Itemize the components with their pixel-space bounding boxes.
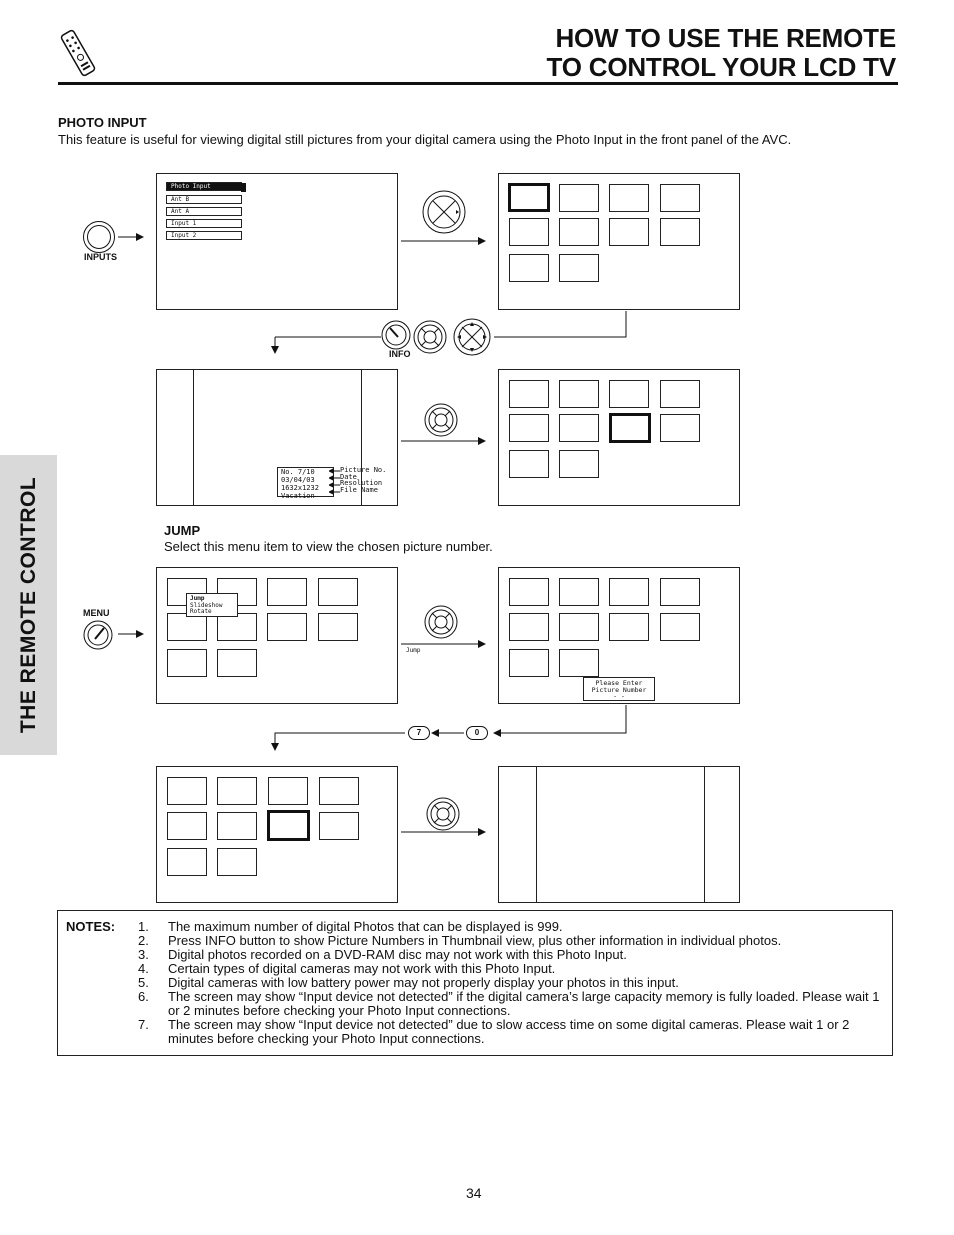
jump-arrow-caption: Jump bbox=[406, 647, 421, 654]
note-number: 7. bbox=[138, 1017, 149, 1032]
note-number: 5. bbox=[138, 975, 149, 990]
info-file-name: Vacation bbox=[281, 492, 315, 500]
note-number: 6. bbox=[138, 989, 149, 1004]
page-number: 34 bbox=[466, 1185, 482, 1201]
picture-number-prompt bbox=[583, 677, 655, 701]
photo-left-border bbox=[193, 370, 194, 505]
thumbnail[interactable] bbox=[217, 613, 257, 641]
digit-0-label: 0 bbox=[474, 728, 480, 737]
thumbnail[interactable] bbox=[217, 848, 257, 876]
notes-label: NOTES: bbox=[66, 919, 116, 934]
select-button-2[interactable] bbox=[424, 403, 458, 437]
info-resolution: 1632x1232 bbox=[281, 484, 319, 492]
side-tab-label: THE REMOTE CONTROL bbox=[16, 476, 40, 734]
tv-screen-input-menu bbox=[156, 173, 398, 310]
thumbnail[interactable] bbox=[167, 812, 207, 840]
thumbnail[interactable] bbox=[559, 218, 599, 246]
menu-item-ant-b[interactable]: Ant B bbox=[166, 195, 242, 204]
menu-item-input-1[interactable]: Input 1 bbox=[166, 219, 242, 228]
thumbnail[interactable] bbox=[609, 578, 649, 606]
thumbnail[interactable] bbox=[559, 450, 599, 478]
thumbnail[interactable] bbox=[509, 450, 549, 478]
note-text: The maximum number of digital Photos that can be displayed is 999. bbox=[168, 919, 563, 934]
info-button[interactable] bbox=[381, 320, 411, 350]
thumbnail[interactable] bbox=[660, 218, 700, 246]
tv-screen-thumbnails-numbered bbox=[498, 369, 740, 506]
digit-7-button[interactable] bbox=[408, 726, 430, 740]
thumbnail[interactable] bbox=[217, 777, 257, 805]
prompt-line-2: Picture Number bbox=[591, 685, 647, 694]
thumbnail[interactable] bbox=[167, 777, 207, 805]
label-date: Date bbox=[340, 472, 357, 481]
note-text: Digital photos recorded on a DVD-RAM disc may not work with this Photo Input. bbox=[168, 947, 627, 962]
digit-0-button[interactable] bbox=[466, 726, 488, 740]
tv-screen-jumped-selection bbox=[156, 766, 398, 903]
menu-button[interactable] bbox=[83, 620, 113, 650]
thumbnail[interactable] bbox=[660, 184, 700, 212]
note-text: Certain types of digital cameras may not work with this Photo Input. bbox=[168, 961, 556, 976]
info-box bbox=[277, 467, 334, 500]
note-text: The screen may show “Input device not detected” due to slow access time on some digital cameras. Please wait 1 or 2 minutes before checking your Photo Input connections. bbox=[168, 1017, 850, 1046]
thumbnail[interactable] bbox=[660, 613, 700, 641]
label-resolution: Resolution bbox=[340, 479, 383, 487]
thumbnail[interactable] bbox=[559, 613, 599, 641]
jump-description: Select this menu item to view the chosen picture number. bbox=[164, 539, 493, 554]
thumbnail[interactable] bbox=[509, 218, 549, 246]
thumbnail[interactable] bbox=[217, 812, 257, 840]
thumbnail[interactable] bbox=[319, 812, 359, 840]
menu-label: MENU bbox=[83, 608, 110, 618]
jump-menu-item-rotate[interactable]: Rotate bbox=[190, 608, 212, 615]
info-picture-no: No. 7/10 bbox=[281, 468, 315, 476]
note-number: 4. bbox=[138, 961, 149, 976]
thumbnail[interactable] bbox=[167, 649, 207, 677]
note-number: 1. bbox=[138, 919, 149, 934]
prompt-input[interactable]: - - bbox=[613, 693, 625, 698]
menu-item-ant-a[interactable]: Ant A bbox=[166, 207, 242, 216]
title-line-1: HOW TO USE THE REMOTE bbox=[555, 23, 896, 53]
thumbnail[interactable] bbox=[509, 578, 549, 606]
thumbnail[interactable] bbox=[559, 380, 599, 408]
note-number: 2. bbox=[138, 933, 149, 948]
note-number: 3. bbox=[138, 947, 149, 962]
cursor-pad-four-way[interactable] bbox=[453, 318, 491, 356]
thumbnail[interactable] bbox=[267, 578, 307, 606]
thumbnail[interactable] bbox=[660, 380, 700, 408]
thumbnail[interactable] bbox=[609, 218, 649, 246]
select-button-3[interactable] bbox=[424, 605, 458, 639]
photo-input-description: This feature is useful for viewing digital still pictures from your digital camera using the Photo Input in the front panel of the AVC. bbox=[58, 132, 792, 147]
menu-item-input-2[interactable]: Input 2 bbox=[166, 231, 242, 240]
thumbnail[interactable] bbox=[559, 578, 599, 606]
thumbnail[interactable] bbox=[609, 613, 649, 641]
thumbnail[interactable] bbox=[509, 380, 549, 408]
thumbnail[interactable] bbox=[318, 578, 358, 606]
jump-popup-menu bbox=[186, 593, 238, 617]
thumbnail[interactable] bbox=[318, 613, 358, 641]
thumbnail[interactable] bbox=[559, 649, 599, 677]
select-button-4[interactable] bbox=[426, 797, 460, 831]
thumbnail[interactable] bbox=[268, 777, 308, 805]
thumbnail[interactable] bbox=[319, 777, 359, 805]
thumbnail[interactable] bbox=[167, 848, 207, 876]
thumbnail[interactable] bbox=[660, 414, 700, 442]
select-button[interactable] bbox=[413, 320, 447, 354]
photo-input-heading: PHOTO INPUT bbox=[58, 115, 147, 130]
thumbnail[interactable] bbox=[509, 613, 549, 641]
thumbnail[interactable] bbox=[509, 254, 549, 282]
thumbnail-selected[interactable] bbox=[267, 810, 310, 841]
menu-item-photo-input[interactable]: Photo Input bbox=[166, 182, 242, 191]
thumbnail[interactable] bbox=[609, 380, 649, 408]
tv-screen-thumbnails bbox=[498, 173, 740, 310]
jump-menu-item-slideshow[interactable]: Slideshow bbox=[190, 601, 223, 609]
cursor-pad-right[interactable] bbox=[422, 190, 466, 234]
label-picture-no: Picture No. bbox=[340, 466, 387, 474]
thumbnail[interactable] bbox=[660, 578, 700, 606]
submenu-arrow-icon bbox=[241, 183, 246, 192]
tv-screen-enter-number bbox=[498, 567, 740, 704]
info-label: INFO bbox=[389, 349, 411, 359]
photo-right-border bbox=[704, 767, 705, 902]
label-file-name: File Name bbox=[340, 485, 378, 494]
thumbnail[interactable] bbox=[167, 613, 207, 641]
thumbnail[interactable] bbox=[609, 184, 649, 212]
thumbnail-selected[interactable] bbox=[609, 413, 651, 443]
thumbnail[interactable] bbox=[559, 184, 599, 212]
thumbnail[interactable] bbox=[217, 649, 257, 677]
inputs-label: INPUTS bbox=[84, 252, 118, 262]
photo-left-border bbox=[536, 767, 537, 902]
thumbnail[interactable] bbox=[267, 613, 307, 641]
thumbnail[interactable] bbox=[509, 414, 549, 442]
jump-heading: JUMP bbox=[164, 523, 201, 538]
jump-menu-item-jump[interactable]: Jump bbox=[190, 595, 205, 602]
inputs-button[interactable] bbox=[83, 221, 115, 253]
info-labels bbox=[340, 467, 398, 493]
note-text: Digital cameras with low battery power may not properly display your photos in this input. bbox=[168, 975, 679, 990]
note-text: Press INFO button to show Picture Numbers in Thumbnail view, plus other information in individual photos. bbox=[168, 933, 782, 948]
note-text: The screen may show “Input device not detected” if the digital camera’s large capacity memory is fully loaded. Please wait 1 or 2 minutes before checking your Photo Input connections. bbox=[168, 989, 880, 1018]
tv-screen-full-photo bbox=[498, 766, 740, 903]
info-date: 03/04/03 bbox=[281, 476, 315, 484]
thumbnail[interactable] bbox=[559, 254, 599, 282]
digit-7-label: 7 bbox=[416, 728, 422, 737]
thumbnail[interactable] bbox=[509, 649, 549, 677]
tv-screen-photo-info bbox=[156, 369, 398, 506]
thumbnail-selected[interactable] bbox=[508, 183, 550, 212]
title-line-2: TO CONTROL YOUR LCD TV bbox=[546, 52, 896, 82]
prompt-line-1: Please Enter bbox=[595, 679, 643, 687]
thumbnail[interactable] bbox=[559, 414, 599, 442]
tv-screen-jump-menu bbox=[156, 567, 398, 704]
